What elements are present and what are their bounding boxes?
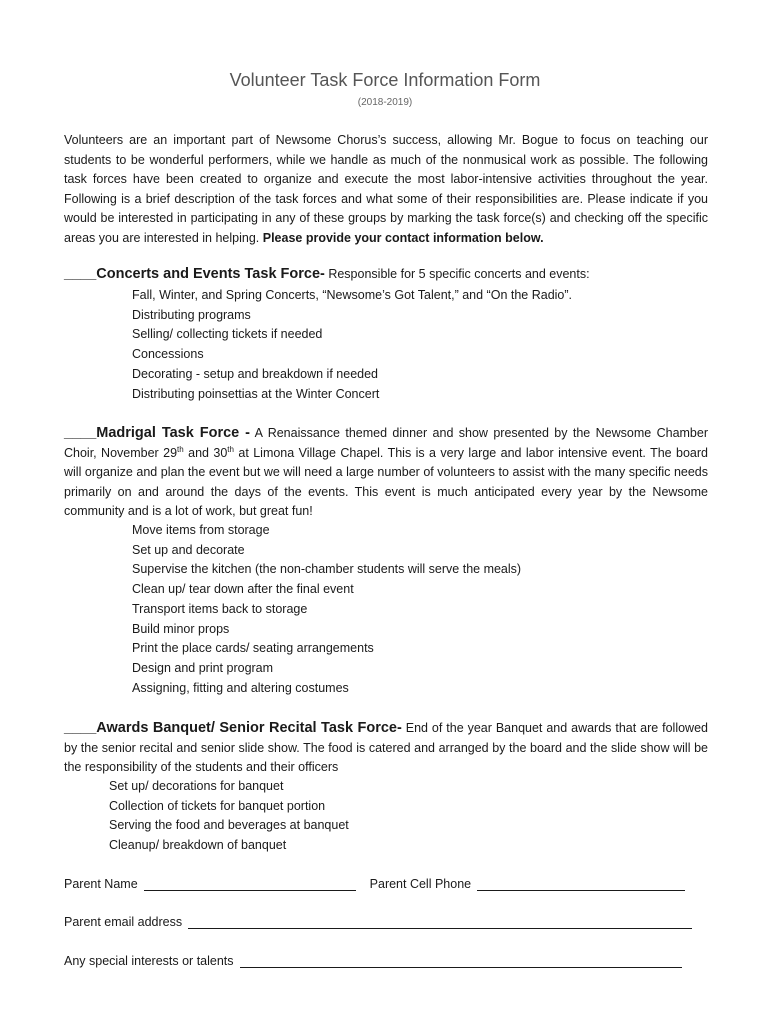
intro-emphasis: Please provide your contact information below. xyxy=(262,230,544,245)
list-item: Distributing programs xyxy=(132,307,251,322)
awards-blank[interactable]: ____ xyxy=(64,720,97,736)
list-item: Clean up/ tear down after the final event xyxy=(132,582,354,597)
parent-name-row xyxy=(64,876,685,891)
list-item: Set up/ decorations for banquet xyxy=(109,779,284,793)
concerts-blank[interactable]: ____ xyxy=(64,266,97,282)
list-item: Supervise the kitchen (the non-chamber students will serve the meals) xyxy=(132,562,522,577)
madrigal-description-c: at Limona Village Chapel. This is a very large and labor intensive event. The board will organize and plan the event but we will need a large number of volunteers to assist with the many specific needs primarily on and around the days of the events. This event is much anticipated every year by the Newsome community and is a lot of work, but great fun! xyxy=(64,445,708,518)
list-item: Cleanup/ breakdown of banquet xyxy=(109,838,287,853)
madrigal-sup-1: th xyxy=(177,444,184,454)
list-item: Set up and decorate xyxy=(132,542,245,557)
intro-paragraph xyxy=(64,131,708,248)
special-interests-row xyxy=(64,953,682,968)
intro-text: Volunteers are an important part of Newsome Chorus’s success, allowing Mr. Bogue to focus on teaching our students to be wonderful performers, while we handle as much of the nonmusical work as possible. The following task forces have been created to organize and execute the most labor-intensive activities throughout the year. Following is a brief description of the task forces and what some of their responsibilities are. Please indicate if you would be interested in participating in any of these groups by marking the task force(s) and checking off the specific areas you are interested in helping. xyxy=(64,133,708,245)
list-item: Fall, Winter, and Spring Concerts, “Newsome’s Got Talent,” and “On the Radio”. xyxy=(132,288,573,302)
form-title: Volunteer Task Force Information Form xyxy=(229,70,541,90)
list-item: Concessions xyxy=(132,347,204,362)
list-item: Move items from storage xyxy=(132,523,270,537)
parent-email-label: Parent email address xyxy=(64,915,183,929)
list-item: Serving the food and beverages at banquet xyxy=(109,818,349,833)
madrigal-section-header xyxy=(64,424,708,522)
parent-cell-field[interactable] xyxy=(477,876,685,891)
madrigal-task-list xyxy=(132,521,521,698)
special-interests-field[interactable] xyxy=(240,953,682,968)
parent-name-label: Parent Name xyxy=(64,877,138,891)
parent-email-row xyxy=(64,914,692,929)
list-item: Distributing poinsettias at the Winter Concert xyxy=(132,386,380,401)
madrigal-sup-2: th xyxy=(227,444,234,454)
awards-heading: Awards Banquet/ Senior Recital Task Force- xyxy=(96,720,402,736)
list-item: Collection of tickets for banquet portion xyxy=(109,798,326,813)
list-item: Design and print program xyxy=(132,660,274,675)
madrigal-heading: Madrigal Task Force - xyxy=(96,425,250,441)
special-interests-label: Any special interests or talents xyxy=(64,954,234,968)
concerts-task-list xyxy=(132,286,572,404)
awards-section-header xyxy=(64,719,708,778)
awards-description: End of the year Banquet and awards that are followed by the senior recital and senior slide show. The food is catered and arranged by the board and the slide show will be the responsibility of the students and their officers xyxy=(64,721,708,774)
madrigal-blank[interactable]: ____ xyxy=(64,425,97,441)
list-item: Transport items back to storage xyxy=(132,601,308,616)
parent-name-field[interactable] xyxy=(144,876,356,891)
form-year: (2018-2019) xyxy=(357,97,413,108)
concerts-description: Responsible for 5 specific concerts and events: xyxy=(324,267,590,281)
madrigal-description-b: and 30 xyxy=(183,445,228,460)
list-item: Print the place cards/ seating arrangements xyxy=(132,641,374,656)
madrigal-description-a: A Renaissance themed dinner and show presented by the Newsome Chamber Choir, November 29 xyxy=(64,426,709,460)
list-item: Build minor props xyxy=(132,621,230,636)
list-item: Assigning, fitting and altering costumes xyxy=(132,680,349,695)
parent-cell-label: Parent Cell Phone xyxy=(369,877,472,891)
list-item: Decorating - setup and breakdown if needed xyxy=(132,366,378,381)
awards-task-list xyxy=(109,777,349,856)
list-item: Selling/ collecting tickets if needed xyxy=(132,327,323,342)
concerts-heading: Concerts and Events Task Force- xyxy=(96,266,325,282)
concerts-section-header xyxy=(64,265,708,285)
parent-email-field[interactable] xyxy=(188,914,692,929)
